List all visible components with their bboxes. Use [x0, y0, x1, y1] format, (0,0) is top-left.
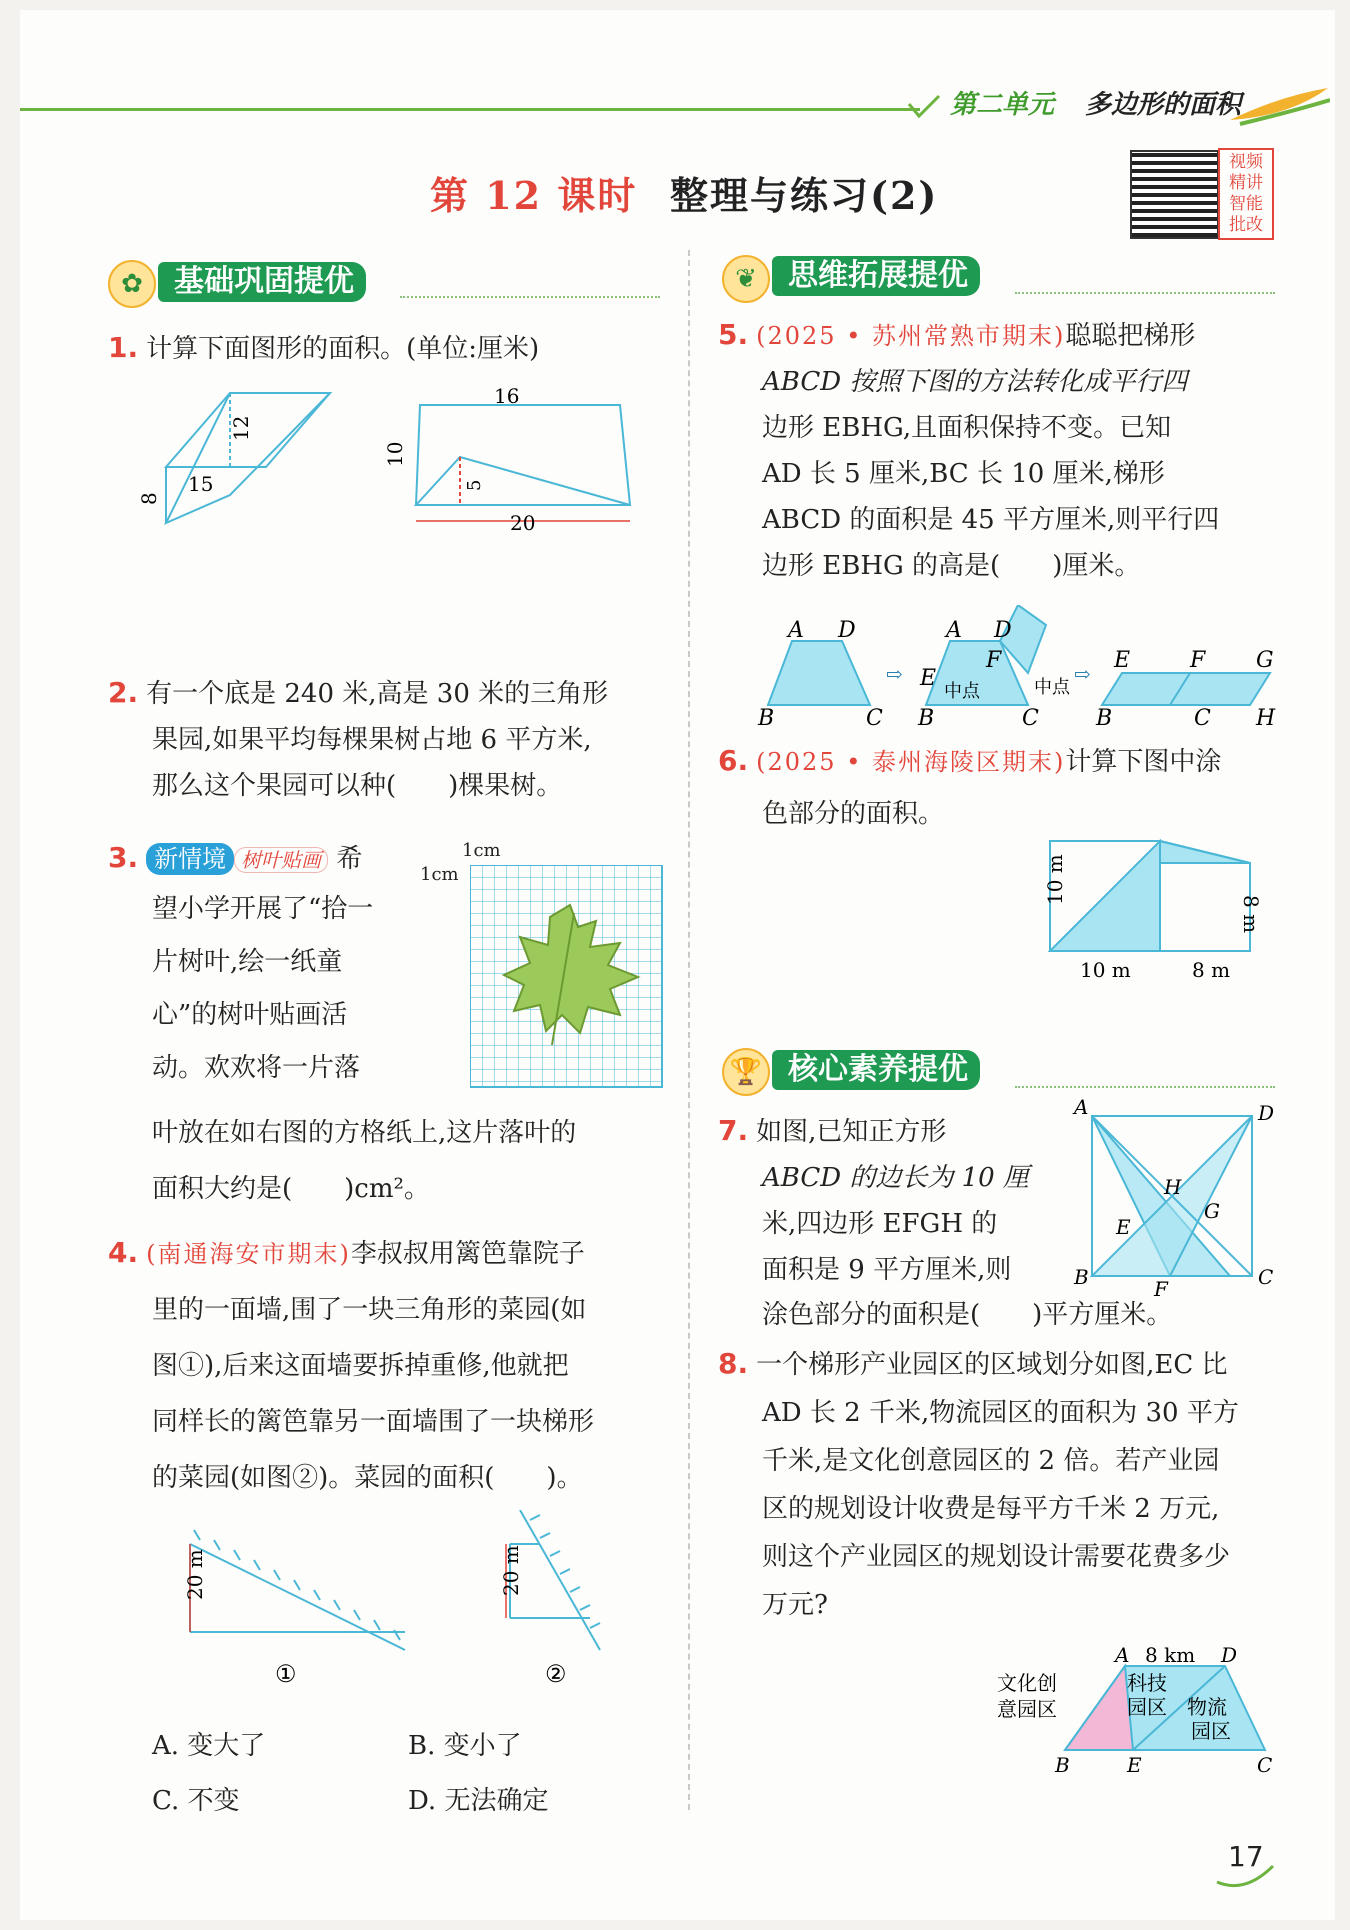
q8-label-tech: 科技 — [1127, 1671, 1167, 1695]
q5-line: AD 长 5 厘米,BC 长 10 厘米,梯形 — [762, 459, 1165, 489]
unit-title: 多边形的面积 — [1085, 90, 1242, 120]
q5-line: 边形 EBHG,且面积保持不变。已知 — [762, 413, 1172, 443]
q5-label-C: C — [866, 706, 883, 731]
q6-label-10-height: 10 m — [1043, 854, 1067, 905]
q8-line: 则这个产业园区的规划设计需要花费多少 — [762, 1542, 1231, 1572]
q8-label-logistics: 物流 — [1187, 1695, 1227, 1719]
q5-label-E: E — [920, 666, 937, 691]
q8-line: 万元? — [762, 1590, 828, 1620]
q4-caption-2: ② — [545, 1660, 567, 1688]
q8-line: AD 长 2 千米,物流园区的面积为 30 平方 — [762, 1398, 1239, 1428]
q6-figure — [1010, 835, 1290, 990]
q5-label-F: F — [986, 648, 1002, 673]
q5-label-A: A — [788, 618, 804, 643]
q7 — [718, 1108, 1058, 1293]
q8-line: 一个梯形产业园区的区域划分如图,EC 比 — [756, 1350, 1228, 1380]
column-divider — [688, 250, 690, 1810]
q6 — [718, 735, 1221, 840]
q4-fig2-height: 20 m — [499, 1545, 523, 1596]
q1-text: 计算下面图形的面积。(单位:厘米) — [146, 334, 540, 364]
section-banner-thinking: 思维拓展提优 — [772, 256, 980, 296]
q4-option-d[interactable]: D. 无法确定 — [408, 1786, 549, 1816]
lesson-title: 整理与练习(2) — [670, 173, 939, 218]
q5-source: (2025 • 苏州常熟市期末) — [756, 322, 1066, 350]
q5-label-B: B — [918, 706, 935, 731]
q5-label-D: D — [838, 618, 856, 643]
q8-label-top: 8 km — [1145, 1643, 1196, 1667]
arrow-right-icon: ⇨ — [886, 662, 903, 686]
q6-line: 计算下图中涂 — [1065, 747, 1222, 777]
q5-figure — [750, 605, 1290, 735]
unit-label: 第二单元 — [950, 90, 1055, 120]
q5-line: ABCD 按照下图的方法转化成平行四 — [762, 367, 1188, 397]
q7-label-G: G — [1204, 1199, 1220, 1223]
q4-line: 里的一面墙,围了一块三角形的菜园(如 — [152, 1295, 587, 1325]
q6-label-8-height: 8 m — [1239, 895, 1263, 934]
q4-line: 的菜园(如图②)。菜园的面积( )。 — [152, 1463, 583, 1493]
q8-label-A: A — [1115, 1643, 1130, 1667]
q3-cont — [152, 1105, 576, 1217]
q8-number: 8. — [718, 1347, 749, 1380]
q6-label-8-base: 8 m — [1192, 958, 1231, 982]
q1-stem — [108, 325, 539, 372]
q3-line: 希 — [336, 844, 363, 874]
qr-code-icon[interactable] — [1130, 150, 1219, 239]
q8-label-culture: 意园区 — [997, 1697, 1057, 1721]
q7-label-E: E — [1116, 1215, 1131, 1239]
q5-line: 边形 EBHG 的高是( )厘米。 — [762, 551, 1141, 581]
q7-line: 米,四边形 EFGH 的 — [762, 1209, 998, 1239]
q7-label-F: F — [1154, 1277, 1168, 1298]
trophy-icon: 🏆 — [722, 1048, 770, 1096]
q5-label-B: B — [758, 706, 775, 731]
q8-label-culture: 文化创 — [997, 1671, 1057, 1695]
q3-line: 叶放在如右图的方格纸上,这片落叶的 — [152, 1118, 577, 1148]
q3-tag: 新情境 — [146, 843, 234, 875]
q7-line: 如图,已知正方形 — [756, 1117, 947, 1147]
q3-grid-leaf — [470, 865, 665, 1090]
header-rule — [20, 108, 920, 111]
check-icon — [905, 92, 945, 122]
q5-label-H: H — [1256, 706, 1276, 731]
q8-figure — [985, 1640, 1285, 1780]
page-swoosh-icon — [1215, 1862, 1275, 1892]
q3-line: 心”的树叶贴画活 — [152, 1000, 348, 1030]
arrow-right-icon: ⇨ — [1074, 662, 1091, 686]
q4-number: 4. — [108, 1236, 139, 1269]
q2-line: 有一个底是 240 米,高是 30 米的三角形 — [146, 679, 609, 709]
q3-line: 面积大约是( )cm²。 — [152, 1174, 430, 1204]
q1-trapezoid — [416, 405, 630, 505]
q5-label-midpoint: 中点 — [944, 681, 980, 702]
page-number: 17 — [1228, 1840, 1264, 1873]
qr-label: 视频精讲 智能批改 — [1218, 148, 1274, 240]
q3-number: 3. — [108, 841, 139, 874]
leaf-swoosh-icon — [1230, 86, 1330, 126]
q1-label-16: 16 — [494, 385, 520, 408]
q5-label-F: F — [1190, 648, 1206, 673]
q3-grid-left-label: 1cm — [420, 864, 459, 885]
q1-parallelogram — [166, 393, 330, 523]
q4 — [108, 1225, 594, 1506]
banner-rule — [400, 296, 660, 300]
q7-label-H: H — [1164, 1175, 1182, 1199]
q2-line: 果园,如果平均每棵果树占地 6 平方米, — [152, 725, 592, 755]
q5-line: 聪聪把梯形 — [1065, 321, 1196, 351]
q5-label-G: G — [1256, 648, 1274, 673]
q4-line: 李叔叔用篱笆靠院子 — [350, 1239, 585, 1269]
q5-label-C: C — [1022, 706, 1039, 731]
q7-label-C: C — [1258, 1265, 1274, 1289]
q8-label-D: D — [1221, 1643, 1238, 1667]
banner-rule — [1015, 292, 1275, 296]
q1-figures — [130, 385, 670, 545]
q7-number: 7. — [718, 1114, 749, 1147]
q5-label-C: C — [1194, 706, 1211, 731]
q7-figure — [1070, 1098, 1280, 1298]
q3-tag2: 树叶贴画 — [234, 847, 328, 873]
q7-label-B: B — [1074, 1265, 1089, 1289]
q1-label-5: 5 — [464, 479, 485, 491]
q6-source: (2025 • 泰州海陵区期末) — [756, 748, 1066, 776]
q2 — [108, 670, 608, 809]
q5-label-midpoint: 中点 — [1034, 677, 1070, 698]
q7-line: 面积是 9 平方厘米,则 — [762, 1255, 1012, 1285]
q2-line: 那么这个果园可以种( )棵果树。 — [152, 771, 563, 801]
sprout-icon: ❦ — [722, 255, 770, 303]
q1-label-12: 12 — [229, 415, 253, 441]
q5-label-A: A — [946, 618, 962, 643]
q4-fig1-height: 20 m — [183, 1549, 207, 1600]
q4-source: (南通海安市期末) — [146, 1240, 351, 1268]
q8-label-B: B — [1055, 1753, 1070, 1777]
q3 — [108, 835, 428, 1095]
q5-label-B: B — [1096, 706, 1113, 731]
q1-label-8: 8 — [137, 492, 161, 505]
q6-label-10-base: 10 m — [1080, 958, 1131, 982]
q5-label-E: E — [1114, 648, 1131, 673]
flower-icon: ✿ — [108, 260, 156, 308]
q1-label-10: 10 — [383, 441, 407, 467]
q5-line: ABCD 的面积是 45 平方厘米,则平行四 — [762, 505, 1220, 535]
q4-caption-1: ① — [275, 1660, 297, 1688]
q4-figures — [160, 1510, 660, 1690]
q8-line: 区的规划设计收费是每平方千米 2 万元, — [762, 1494, 1220, 1524]
q7-label-D: D — [1258, 1101, 1275, 1125]
q4-line: 图①),后来这面墙要拆掉重修,他就把 — [152, 1351, 569, 1381]
q3-line: 动。欢欢将一片落 — [152, 1053, 361, 1083]
q5 — [718, 312, 1219, 589]
q7-line5: 涂色部分的面积是( )平方厘米。 — [762, 1300, 1173, 1330]
q8-label-C: C — [1257, 1753, 1273, 1777]
q4-option-a[interactable]: A. 变大了 — [152, 1731, 266, 1761]
q2-number: 2. — [108, 676, 139, 709]
q4-line: 同样长的篱笆靠另一面墙围了一块梯形 — [152, 1407, 595, 1437]
q3-line: 望小学开展了“拾一 — [152, 894, 374, 924]
q3-line: 片树叶,绘一纸童 — [152, 947, 343, 977]
banner-rule — [1015, 1086, 1275, 1090]
q8 — [718, 1340, 1239, 1629]
q7-label-A: A — [1074, 1098, 1089, 1119]
q7-line: ABCD 的边长为 10 厘 — [762, 1163, 1029, 1193]
q4-option-c[interactable]: C. 不变 — [152, 1786, 240, 1816]
q6-number: 6. — [718, 744, 749, 777]
section-banner-basic: 基础巩固提优 — [158, 262, 366, 302]
section-banner-core: 核心素养提优 — [772, 1050, 980, 1090]
q5-label-D: D — [994, 618, 1012, 643]
q8-label-E: E — [1127, 1753, 1142, 1777]
q1-label-15: 15 — [188, 472, 214, 496]
q8-label-tech: 园区 — [1127, 1695, 1167, 1719]
q3-grid-top-label: 1cm — [462, 840, 501, 861]
q8-line: 千米,是文化创意园区的 2 倍。若产业园 — [762, 1446, 1220, 1476]
q6-line: 色部分的面积。 — [762, 799, 945, 829]
lesson-number: 第 12 课时 — [430, 173, 638, 218]
q4-option-b[interactable]: B. 变小了 — [408, 1731, 522, 1761]
q1-label-20: 20 — [510, 511, 536, 535]
q1-number: 1. — [108, 331, 139, 364]
q5-number: 5. — [718, 318, 749, 351]
q8-label-logistics: 园区 — [1191, 1719, 1231, 1743]
